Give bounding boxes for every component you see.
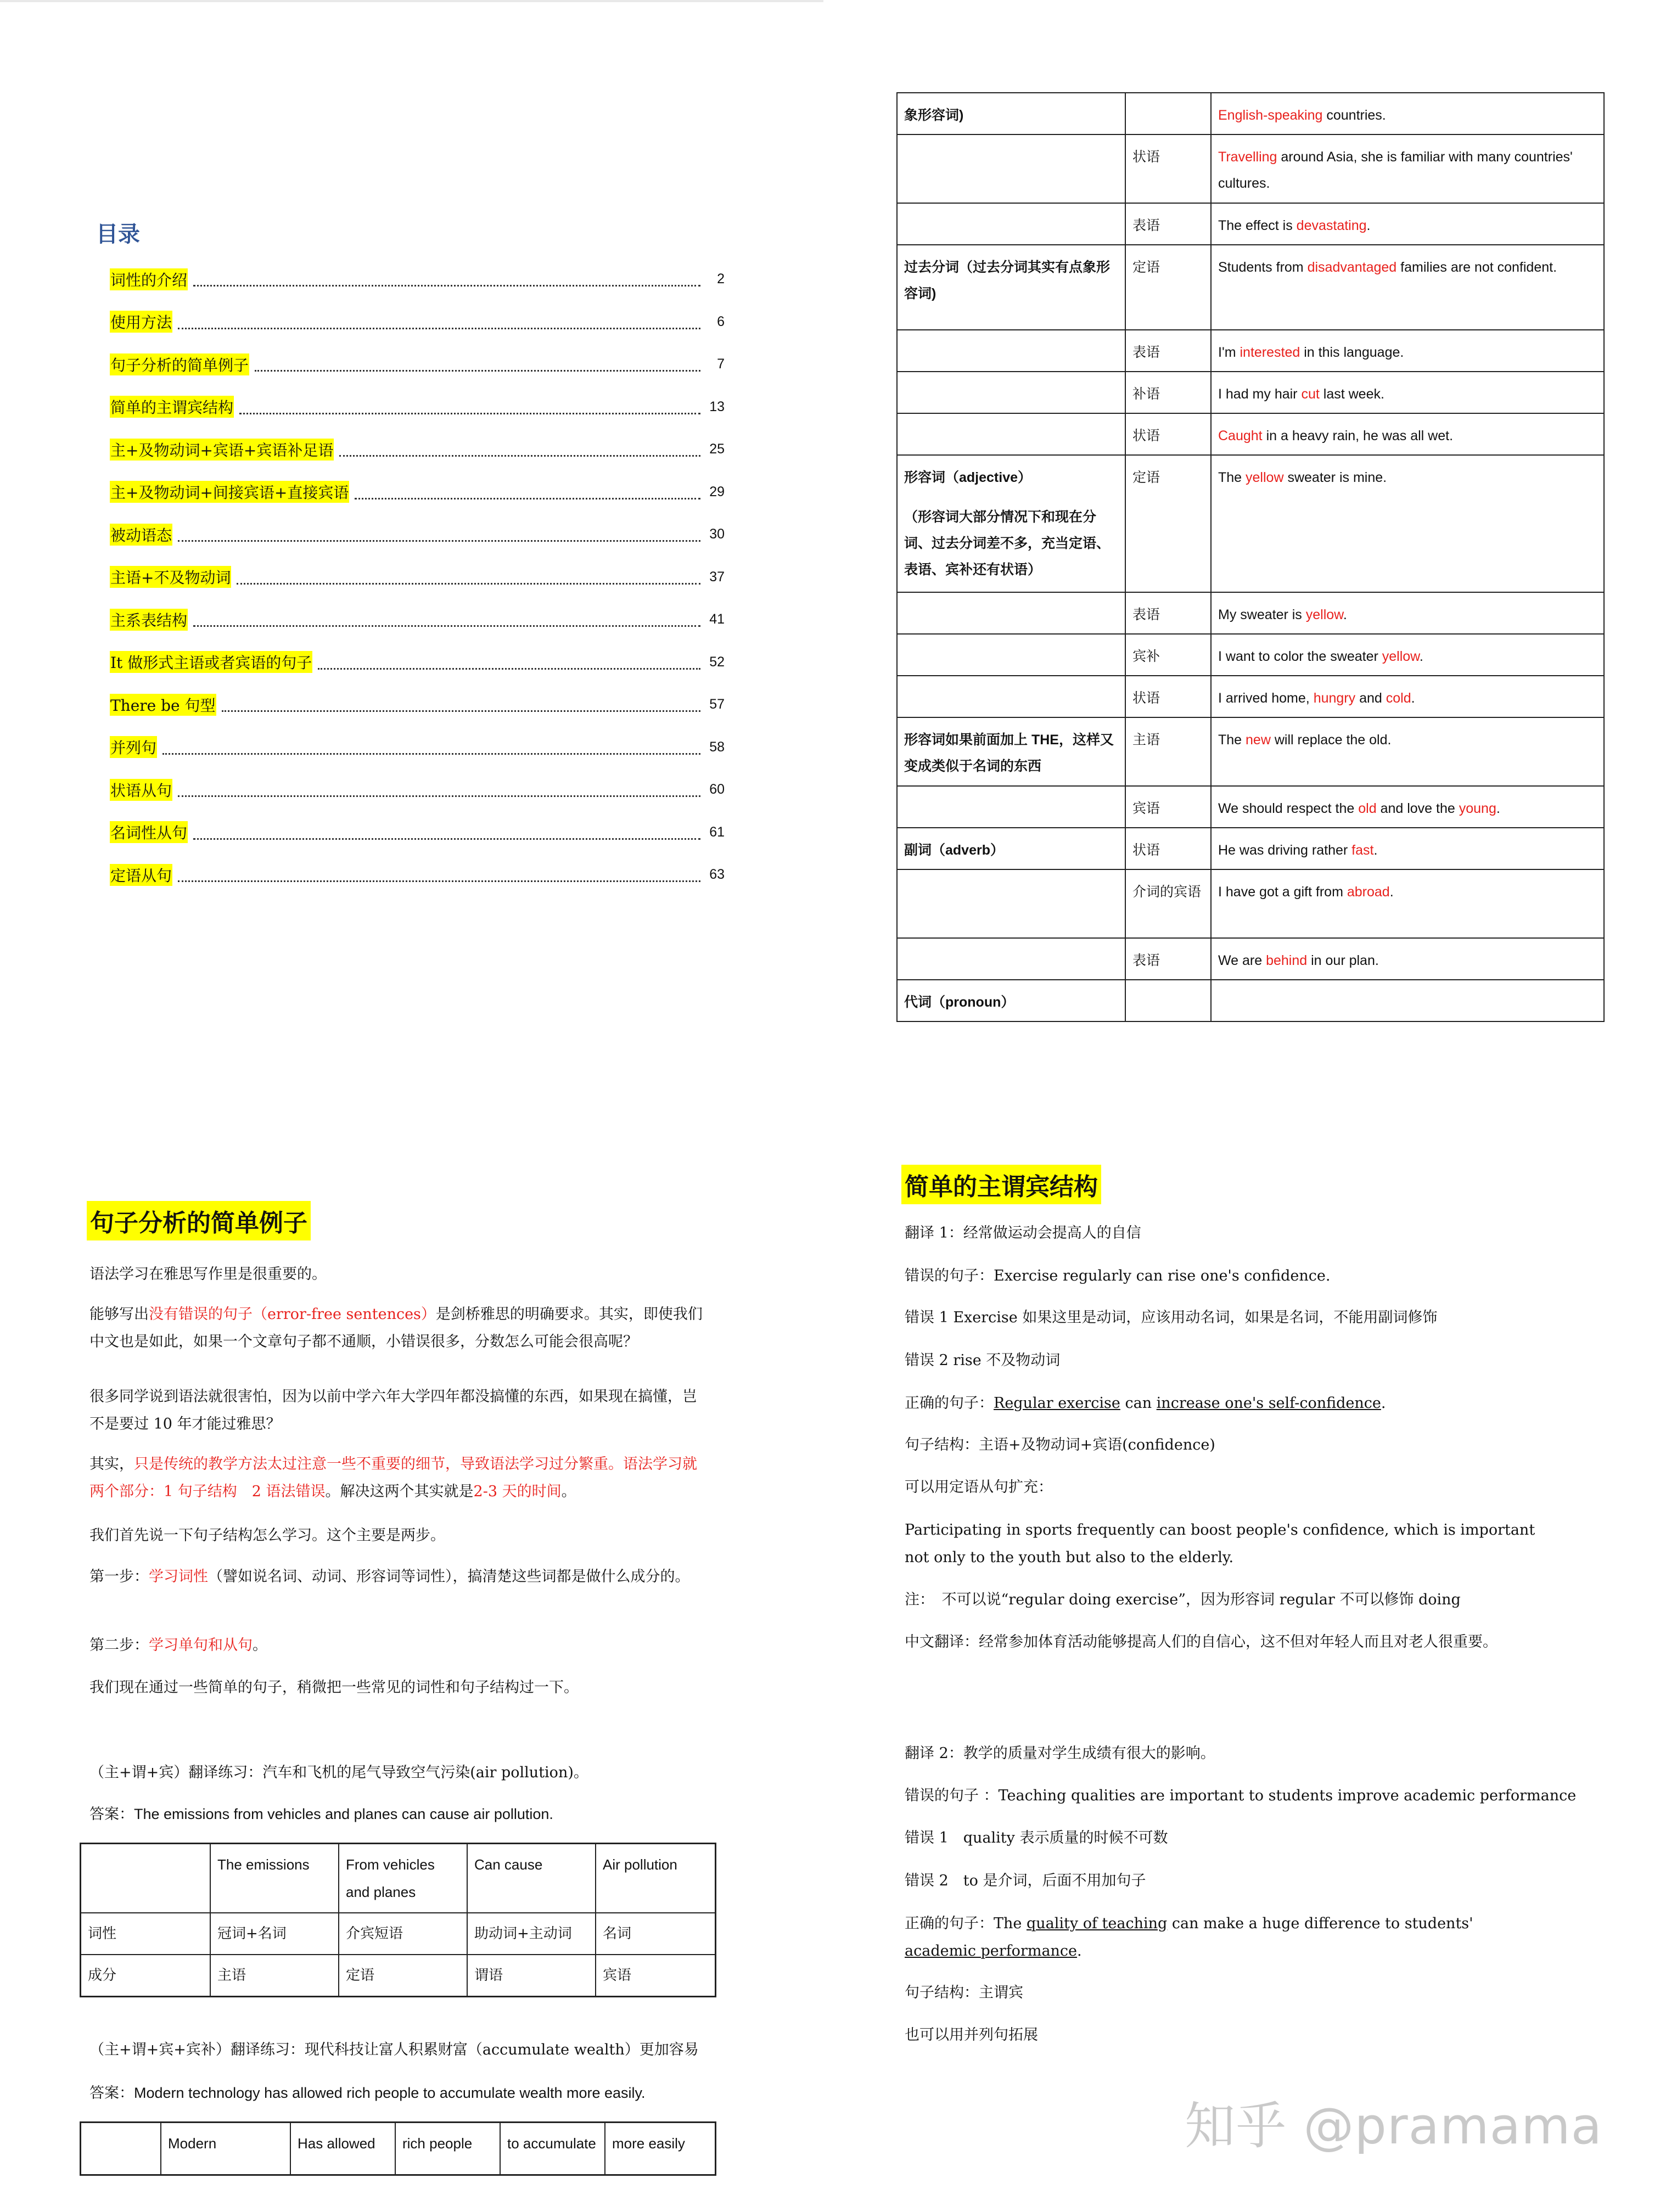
table-cell: Air pollution: [596, 1844, 716, 1913]
table-cell: 主语: [1125, 717, 1211, 786]
paragraph: 我们现在通过一些简单的句子，稍微把一些常见的词性和句子结构过一下。: [89, 1679, 579, 1696]
toc-item-page: 61: [709, 824, 725, 840]
paragraph: 句子结构：主谓宾: [905, 1984, 1023, 2001]
paragraph: 错误 1 Exercise 如果这里是动词，应该用动名词，如果是名词，不能用副词修饰: [905, 1309, 1438, 1326]
table-row: [81, 2123, 716, 2175]
toc-item-label: It 做形式主语或者宾语的句子: [110, 651, 312, 673]
paragraph: 翻译 2：教学的质量对学生成绩有很大的影响。: [905, 1745, 1215, 1762]
table-cell: 成分: [81, 1955, 211, 1997]
toc-item[interactable]: [110, 258, 725, 301]
toc-item-page: 57: [709, 697, 725, 712]
table-cell: He was driving rather fast.: [1211, 828, 1604, 869]
table-cell: Caught in a heavy rain, he was all wet.: [1211, 413, 1604, 455]
table-cell: [897, 938, 1125, 980]
toc-leader: [318, 668, 700, 670]
table-cell: Has allowed: [290, 2123, 395, 2175]
table-row: [897, 717, 1604, 786]
table-row: [81, 1913, 716, 1955]
table-cell: 宾补: [1125, 634, 1211, 676]
toc-list: [110, 258, 725, 896]
table-cell: [81, 2123, 161, 2175]
table-cell: 副词（adverb）: [897, 828, 1125, 869]
table-cell: From vehicles and planes: [339, 1844, 467, 1913]
table-row: [897, 980, 1604, 1021]
toc-leader: [178, 880, 700, 882]
paragraph: 错误 2 rise 不及物动词: [905, 1352, 1061, 1369]
table-cell: 表语: [1125, 203, 1211, 245]
paragraph: 中文翻译：经常参加体育活动能够提高人们的自信心，这不但对年轻人而且对老人很重要。: [905, 1633, 1498, 1650]
table-cell: [1211, 980, 1604, 1021]
toc-item-page: 58: [709, 739, 725, 755]
exercise-prompt: （主+谓+宾）翻译练习：汽车和飞机的尾气导致空气污染(air pollution)。: [89, 1764, 588, 1781]
table-cell: Travelling around Asia, she is familiar with many countries' cultures.: [1211, 134, 1604, 203]
toc-item-page: 30: [709, 526, 725, 542]
toc-item-label: 主语+不及物动词: [110, 566, 231, 588]
table-cell: 助动词+主动词: [467, 1913, 596, 1955]
table-cell: The yellow sweater is mine.: [1211, 455, 1604, 592]
toc-leader: [178, 328, 700, 329]
table-cell: 状语: [1125, 676, 1211, 717]
table-cell: [897, 413, 1125, 455]
paragraph: 很多同学说到语法就很害怕，因为以前中学六年大学四年都没搞懂的东西，如果现在搞懂，岂不是要过 10 年才能过雅思？: [89, 1388, 697, 1433]
table-cell: 过去分词（过去分词其实有点象形容词): [897, 245, 1125, 330]
table-cell: [897, 592, 1125, 634]
toc-item[interactable]: [110, 598, 725, 641]
table-cell: 定语: [339, 1955, 467, 1997]
table-cell: [897, 676, 1125, 717]
toc-item[interactable]: [110, 641, 725, 684]
toc-leader: [193, 625, 700, 627]
table-cell: [897, 134, 1125, 203]
table-cell: 冠词+名词: [210, 1913, 339, 1955]
toc-item[interactable]: [110, 428, 725, 471]
table-cell: [897, 203, 1125, 245]
paragraph: 注： 不可以说“regular doing exercise”，因为形容词 regular 不可以修饰 doing: [905, 1591, 1461, 1608]
paragraph: 错误的句子：Exercise regularly can rise one's confidence.: [905, 1267, 1331, 1284]
exercise-prompt: （主+谓+宾+宾补）翻译练习：现代科技让富人积累财富（accumulate wealth）更加容易: [89, 2041, 699, 2058]
table-cell: I have got a gift from abroad.: [1211, 869, 1604, 938]
table-cell: Modern: [161, 2123, 290, 2175]
toc-item[interactable]: [110, 301, 725, 344]
toc-item[interactable]: [110, 386, 725, 429]
table-cell: 定语: [1125, 455, 1211, 592]
table-cell: 谓语: [467, 1955, 596, 1997]
toc-item-page: 2: [717, 271, 725, 287]
table-cell: [897, 786, 1125, 828]
toc-item-label: 使用方法: [110, 311, 172, 333]
toc-item-label: 句子分析的简单例子: [110, 353, 249, 375]
table-cell: 状语: [1125, 134, 1211, 203]
toc-leader: [193, 285, 700, 287]
exercise-answer: 答案：Modern technology has allowed rich people to accumulate wealth more easily.: [89, 2085, 646, 2102]
table-cell: The new will replace the old.: [1211, 717, 1604, 786]
paragraph: 第一步：学习词性（譬如说名词、动词、形容词等词性），搞清楚这些词都是做什么成分的。: [89, 1568, 690, 1585]
table-row: [897, 93, 1604, 134]
toc-item-page: 25: [709, 441, 725, 457]
toc-item[interactable]: [110, 343, 725, 386]
toc-leader: [339, 455, 700, 457]
table-cell: 介词的宾语: [1125, 869, 1211, 938]
table-row: [897, 245, 1604, 330]
table-cell: [1125, 93, 1211, 134]
toc-item-label: 词性的介绍: [110, 268, 188, 290]
paragraph: 正确的句子：Regular exercise can increase one's self-confidence.: [905, 1395, 1386, 1412]
toc-item-page: 60: [709, 782, 725, 798]
toc-item-label: 主+及物动词+间接宾语+直接宾语: [110, 481, 349, 503]
table-cell: 形容词如果前面加上 THE，这样又变成类似于名词的东西: [897, 717, 1125, 786]
table-cell: The emissions: [210, 1844, 339, 1913]
toc-item-label: 主系表结构: [110, 609, 188, 631]
table-cell: 名词: [596, 1913, 716, 1955]
toc-item-label: 并列句: [110, 736, 157, 758]
table-row: [897, 938, 1604, 980]
table-cell: 表语: [1125, 330, 1211, 372]
table-cell: 代词（pronoun）: [897, 980, 1125, 1021]
toc-leader: [239, 413, 700, 414]
table-row: [897, 134, 1604, 203]
section-title-sentence-analysis: 句子分析的简单例子: [87, 1201, 311, 1240]
toc-leader: [355, 498, 700, 499]
table-cell: I'm interested in this language.: [1211, 330, 1604, 372]
toc-item[interactable]: [110, 726, 725, 769]
toc-item-label: 状语从句: [110, 779, 172, 801]
toc-item-page: 41: [709, 611, 725, 627]
toc-leader: [237, 583, 700, 585]
paragraph: 正确的句子：The quality of teaching can make a huge difference to students' academic performance.: [905, 1915, 1473, 1960]
toc-item-page: 37: [709, 569, 725, 585]
table-row: [897, 786, 1604, 828]
table-row: [81, 1955, 716, 1997]
toc-item-page: 63: [709, 867, 725, 883]
exercise-answer: 答案：The emissions from vehicles and planes can cause air pollution.: [89, 1806, 553, 1823]
table-cell: I had my hair cut last week.: [1211, 372, 1604, 413]
toc-leader: [193, 838, 700, 840]
table-row: [897, 455, 1604, 592]
table-cell: 宾语: [596, 1955, 716, 1997]
paragraph: 我们首先说一下句子结构怎么学习。这个主要是两步。: [89, 1527, 445, 1544]
toc-item-page: 7: [717, 356, 725, 372]
table-row: [897, 634, 1604, 676]
toc-item-page: 29: [709, 484, 725, 499]
table-cell: 宾语: [1125, 786, 1211, 828]
table-cell: to accumulate: [500, 2123, 605, 2175]
paragraph: 其实，只是传统的教学方法太过注意一些不重要的细节，导致语法学习过分繁重。语法学习就两个部分：1 句子结构 2 语法错误。解决这两个其实就是2-3 天的时间。: [89, 1456, 697, 1500]
table-cell: 表语: [1125, 592, 1211, 634]
table-cell: [897, 869, 1125, 938]
toc-item[interactable]: [110, 471, 725, 514]
table-cell: 状语: [1125, 828, 1211, 869]
toc-item-label: 简单的主谓宾结构: [110, 396, 234, 418]
paragraph: Participating in sports frequently can boost people's confidence, which is important not only to the youth but also to the elderly.: [905, 1522, 1535, 1566]
toc-item[interactable]: [110, 854, 725, 896]
toc-leader: [162, 753, 700, 755]
table-cell: [1125, 980, 1211, 1021]
toc-item[interactable]: [110, 768, 725, 811]
table-row: [897, 592, 1604, 634]
table-row: [897, 203, 1604, 245]
table-row: [897, 372, 1604, 413]
table-cell: 状语: [1125, 413, 1211, 455]
table-cell: 表语: [1125, 938, 1211, 980]
toc-item-label: 定语从句: [110, 864, 172, 886]
table-cell: My sweater is yellow.: [1211, 592, 1604, 634]
toc-leader: [255, 370, 700, 372]
toc-item-label: 名词性从句: [110, 821, 188, 843]
table-cell: 补语: [1125, 372, 1211, 413]
toc-title: 目录: [96, 222, 140, 247]
toc-leader: [178, 540, 700, 542]
table-cell: [81, 1844, 211, 1913]
table-cell: English-speaking countries.: [1211, 93, 1604, 134]
paragraph: 第二步：学习单句和从句。: [89, 1637, 267, 1654]
table-cell: Can cause: [467, 1844, 596, 1913]
word-class-table: [896, 92, 1605, 1022]
table-cell: 形容词（adjective） （形容词大部分情况下和现在分词、过去分词差不多，充当定语、表语、宾补还有状语）: [897, 455, 1125, 592]
toc-leader: [222, 710, 700, 712]
section-title-svo: 简单的主谓宾结构: [901, 1165, 1101, 1204]
table-cell: We are behind in our plan.: [1211, 938, 1604, 980]
toc-item-label: 主+及物动词+宾语+宾语补足语: [110, 439, 334, 461]
toc-item[interactable]: [110, 683, 725, 726]
toc-item-label: There be 句型: [110, 694, 216, 716]
table-row: [897, 828, 1604, 869]
table-cell: I arrived home, hungry and cold.: [1211, 676, 1604, 717]
table-row: [897, 676, 1604, 717]
toc-item-page: 6: [717, 313, 725, 329]
paragraph: 能够写出没有错误的句子（error-free sentences）是剑桥雅思的明确要求。其实，即使我们中文也是如此，如果一个文章句子都不通顺，小错误很多，分数怎么可能会很高呢？: [89, 1306, 703, 1350]
table-cell: I want to color the sweater yellow.: [1211, 634, 1604, 676]
table-cell: 定语: [1125, 245, 1211, 330]
table-cell: 主语: [210, 1955, 339, 1997]
paragraph: 语法学习在雅思写作里是很重要的。: [89, 1266, 327, 1283]
table-cell: [897, 634, 1125, 676]
zhihu-watermark: 知乎 @pramama: [1185, 2097, 1602, 2155]
table-cell: rich people: [395, 2123, 500, 2175]
paragraph: 翻译 1：经常做运动会提高人的自信: [905, 1225, 1141, 1242]
sentence-analysis-table-1: [80, 1843, 716, 1997]
table-row: [81, 1844, 716, 1913]
table-cell: more easily: [605, 2123, 716, 2175]
paragraph: 错误 2 to 是介词，后面不用加句子: [905, 1872, 1146, 1889]
table-cell: 词性: [81, 1913, 211, 1955]
paragraph: 也可以用并列句拓展: [905, 2026, 1038, 2043]
toc-item[interactable]: [110, 556, 725, 599]
table-cell: The effect is devastating.: [1211, 203, 1604, 245]
table-cell: Students from disadvantaged families are not confident.: [1211, 245, 1604, 330]
toc-item-page: 52: [709, 654, 725, 670]
table-row: [897, 413, 1604, 455]
page-separator-top: [0, 0, 823, 2]
sentence-analysis-table-2: [80, 2121, 716, 2176]
table-row: [897, 330, 1604, 372]
table-cell: 象形容词): [897, 93, 1125, 134]
toc-item[interactable]: [110, 811, 725, 854]
table-cell: We should respect the old and love the young.: [1211, 786, 1604, 828]
paragraph: 句子结构：主语+及物动词+宾语(confidence): [905, 1436, 1215, 1453]
paragraph: 错误 1 quality 表示质量的时候不可数: [905, 1829, 1168, 1846]
paragraph: 错误的句子 ：Teaching qualities are important to students improve academic performance: [905, 1787, 1577, 1804]
toc-item-label: 被动语态: [110, 524, 172, 546]
table-cell: [897, 372, 1125, 413]
table-row: [897, 869, 1604, 938]
toc-item-page: 13: [709, 398, 725, 414]
toc-leader: [178, 795, 700, 797]
table-cell: [897, 330, 1125, 372]
table-cell: 介宾短语: [339, 1913, 467, 1955]
paragraph: 可以用定语从句扩充：: [905, 1479, 1053, 1496]
toc-item[interactable]: [110, 513, 725, 556]
